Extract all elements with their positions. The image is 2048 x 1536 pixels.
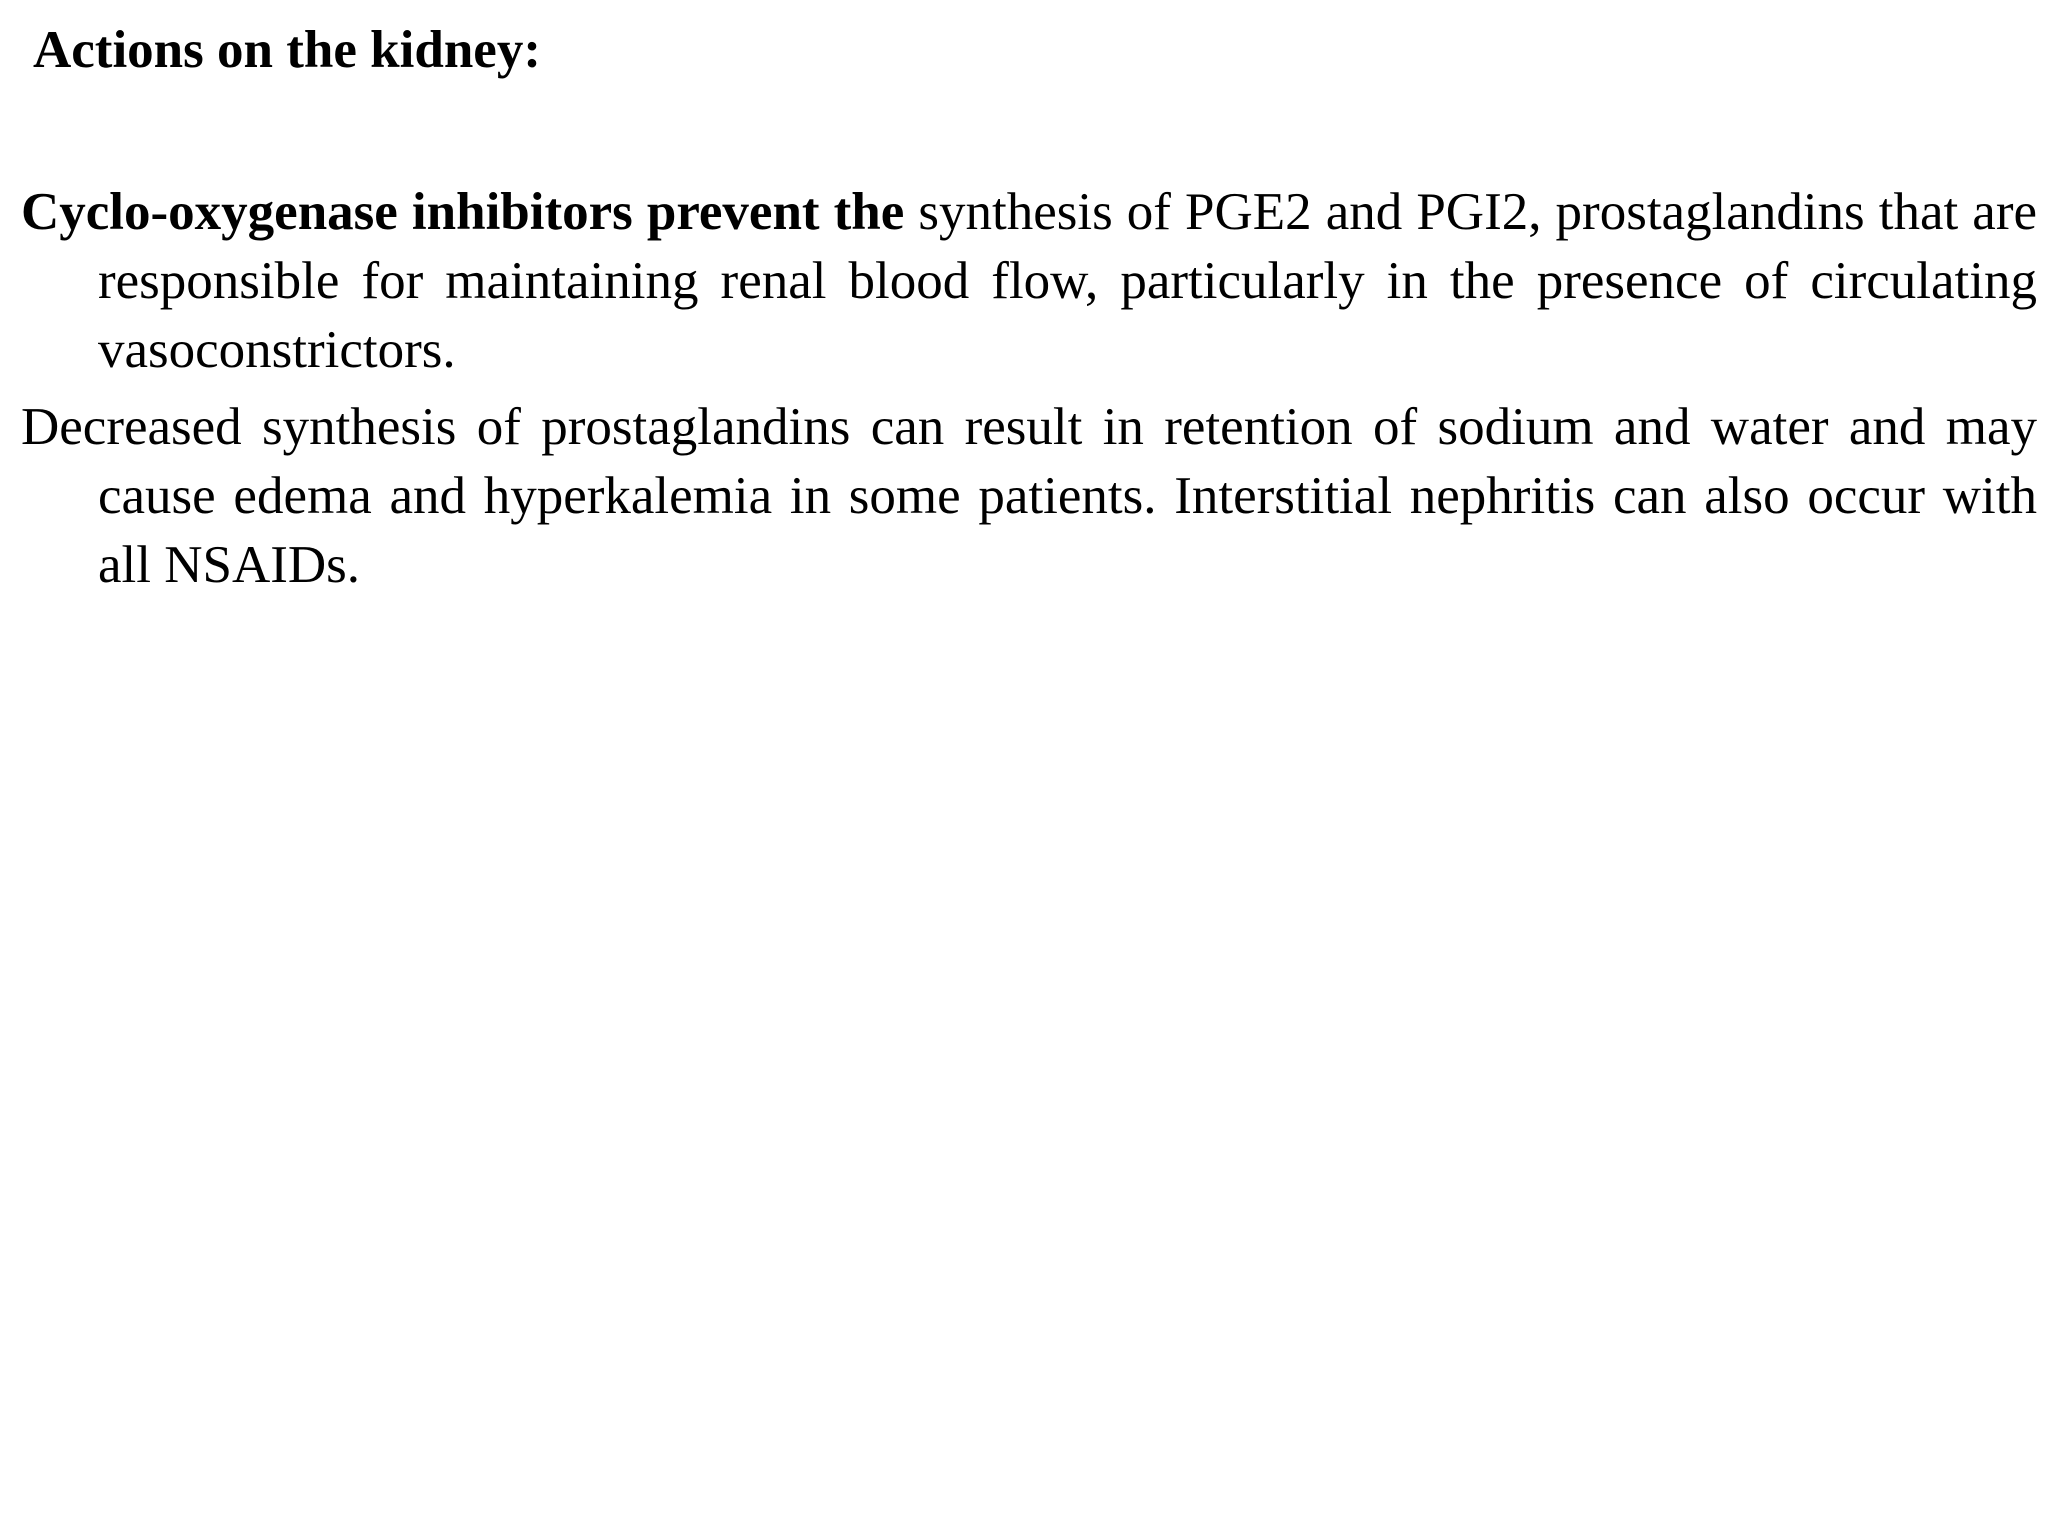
paragraph-bold-lead: Cyclo-oxygenase inhibitors prevent the [21,183,905,241]
paragraph-decreased-synthesis [21,393,2037,600]
paragraph-cox-inhibitors [21,178,2037,385]
paragraph-text: synthesis of PGE2 and PGI2, prostaglandins that are responsible for maintaining renal blood flow, particularly in the presence of circulating vasoconstrictors. [98,183,2037,379]
slide-body [21,178,2037,608]
slide-title: Actions on the kidney: [33,21,541,79]
paragraph-text: Decreased synthesis of prostaglandins can result in retention of sodium and water and may cause edema and hyperkalemia in some patients. Interstitial nephritis can also occur with all NSAIDs. [21,398,2037,594]
